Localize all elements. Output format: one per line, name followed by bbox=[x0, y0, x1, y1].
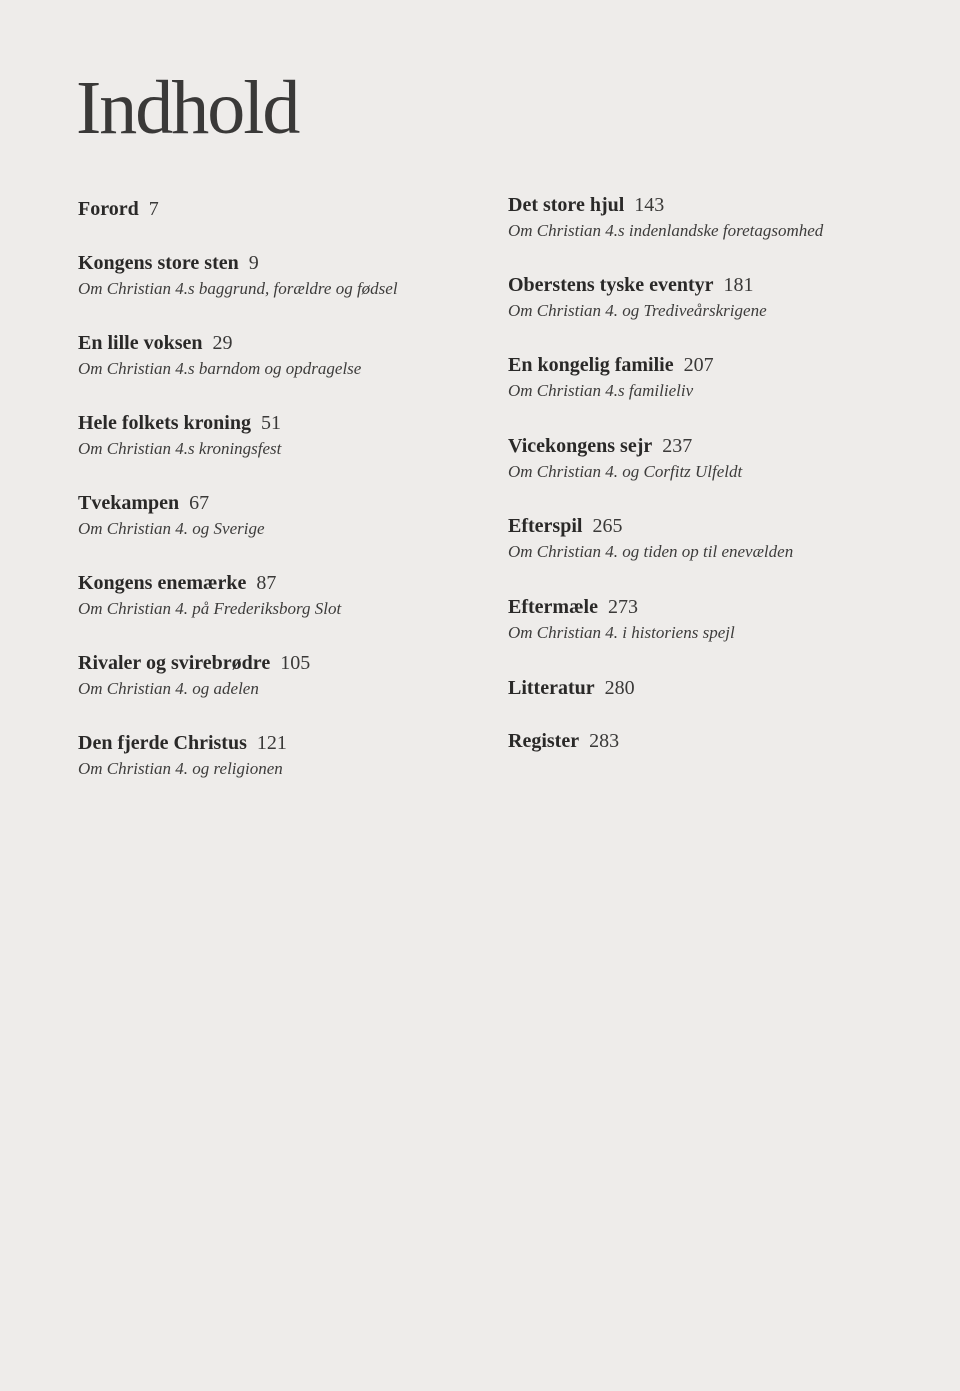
toc-entry[interactable] bbox=[508, 353, 714, 402]
toc-entry[interactable] bbox=[508, 273, 767, 322]
chapter-page: 67 bbox=[189, 492, 210, 514]
chapter-title: Kongens store sten bbox=[78, 252, 239, 274]
chapter-subtitle: Om Christian 4. og adelen bbox=[78, 679, 259, 698]
toc-entry[interactable] bbox=[508, 434, 742, 483]
chapter-subtitle: Om Christian 4.s indenlandske foretagsomhed bbox=[508, 221, 824, 240]
chapter-title: En kongelig familie bbox=[508, 354, 674, 376]
chapter-subtitle: Om Christian 4.s baggrund, forældre og fødsel bbox=[78, 279, 398, 298]
chapter-title: Kongens enemærke bbox=[78, 572, 247, 594]
chapter-title: Tvekampen bbox=[78, 492, 180, 514]
chapter-title: Det store hjul bbox=[508, 194, 625, 216]
toc-entry[interactable] bbox=[78, 571, 341, 620]
chapter-subtitle: Om Christian 4. og Sverige bbox=[78, 519, 265, 538]
chapter-subtitle: Om Christian 4.s barndom og opdragelse bbox=[78, 359, 362, 378]
chapter-title: Register bbox=[508, 730, 580, 752]
chapter-page: 181 bbox=[723, 274, 754, 296]
chapter-page: 7 bbox=[148, 198, 159, 220]
chapter-page: 273 bbox=[607, 596, 638, 618]
chapter-page: 105 bbox=[280, 652, 311, 674]
chapter-subtitle: Om Christian 4.s kroningsfest bbox=[78, 439, 282, 458]
chapter-title: Hele folkets kroning bbox=[78, 412, 251, 434]
chapter-subtitle: Om Christian 4. og Corfitz Ulfeldt bbox=[508, 462, 743, 481]
chapter-subtitle: Om Christian 4. og tiden op til enevælden bbox=[508, 542, 794, 561]
chapter-title: Vicekongens sejr bbox=[508, 435, 653, 457]
chapter-title: Oberstens tyske eventyr bbox=[508, 274, 714, 296]
chapter-page: 121 bbox=[256, 732, 287, 754]
chapter-subtitle: Om Christian 4. og Trediveårskrigene bbox=[508, 301, 767, 320]
toc-entry[interactable] bbox=[78, 651, 310, 700]
chapter-page: 9 bbox=[248, 252, 259, 274]
chapter-title: Forord bbox=[78, 198, 139, 220]
toc-entry[interactable] bbox=[508, 193, 823, 242]
toc-entry[interactable] bbox=[508, 514, 793, 563]
toc-entry[interactable] bbox=[508, 676, 635, 700]
chapter-subtitle: Om Christian 4. og religionen bbox=[78, 759, 283, 778]
chapter-page: 237 bbox=[662, 435, 693, 457]
toc-entry[interactable] bbox=[78, 491, 265, 540]
page-title: Indhold bbox=[76, 66, 299, 150]
toc-entry[interactable] bbox=[508, 595, 735, 644]
chapter-subtitle: Om Christian 4. i historiens spejl bbox=[508, 623, 735, 642]
chapter-title: Rivaler og svirebrødre bbox=[78, 652, 271, 674]
chapter-page: 265 bbox=[592, 515, 623, 537]
chapter-subtitle: Om Christian 4. på Frederiksborg Slot bbox=[78, 599, 342, 618]
chapter-page: 29 bbox=[212, 332, 233, 354]
chapter-page: 51 bbox=[260, 412, 281, 434]
chapter-page: 143 bbox=[634, 194, 665, 216]
chapter-title: Eftermæle bbox=[508, 596, 598, 618]
chapter-page: 283 bbox=[589, 730, 620, 752]
toc-entry[interactable] bbox=[78, 411, 281, 460]
toc-entry[interactable] bbox=[78, 331, 361, 380]
chapter-title: En lille voksen bbox=[78, 332, 203, 354]
toc-entry[interactable] bbox=[78, 731, 287, 780]
toc-entry[interactable] bbox=[78, 251, 398, 300]
chapter-title: Litteratur bbox=[508, 677, 595, 699]
chapter-page: 87 bbox=[256, 572, 277, 594]
chapter-title: Den fjerde Christus bbox=[78, 732, 247, 754]
chapter-page: 207 bbox=[683, 354, 714, 376]
chapter-subtitle: Om Christian 4.s familieliv bbox=[508, 381, 694, 400]
chapter-page: 280 bbox=[604, 677, 635, 699]
toc-entry[interactable] bbox=[508, 729, 619, 753]
chapter-title: Efterspil bbox=[508, 515, 583, 537]
toc-entry[interactable] bbox=[78, 197, 159, 221]
